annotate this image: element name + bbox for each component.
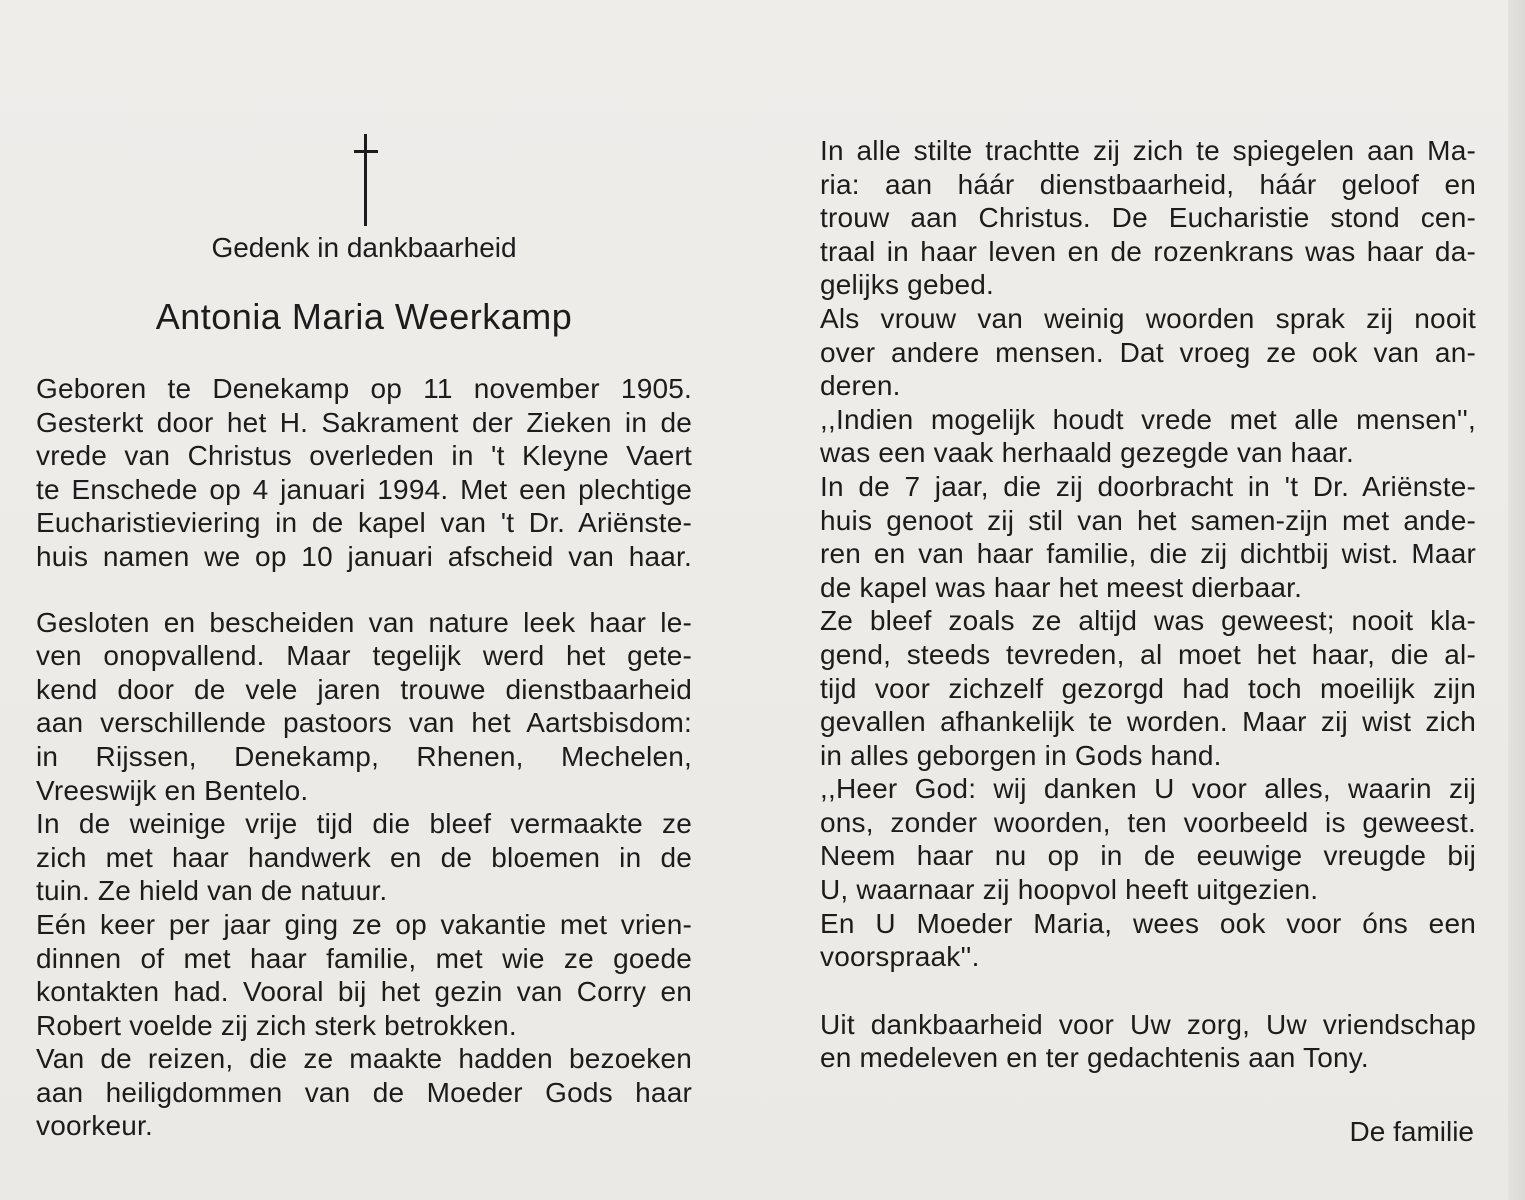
text-line: kontakten had. Vooral bij het gezin van Corry en <box>36 976 692 1008</box>
text-line: In alle stilte trachtte zij zich te spiegelen aan Ma- <box>820 135 1476 166</box>
text-line: de kapel was haar het meest dierbaar. <box>820 571 1303 603</box>
text-line: huis genoot zij stil van het samen-zijn met ande- <box>820 504 1476 536</box>
text-line: gevallen afhankelijk te worden. Maar zij wist zich <box>820 706 1476 738</box>
text-line: voorspraak''. <box>820 941 980 973</box>
text-line: ,,Heer God: wij danken U voor alles, waarin zij <box>820 773 1476 805</box>
text-line: aan verschillende pastoors van het Aartsbisdom: <box>36 707 692 739</box>
text-line: gelijks gebed. <box>820 269 995 301</box>
text-line: tijd voor zichzelf gezorgd had toch moeilijk zijn <box>820 672 1476 704</box>
text-line: was een vaak herhaald gezegde van haar. <box>820 437 1354 469</box>
text-line: ons, zonder woorden, ten voorbeeld is geweest. <box>820 806 1476 838</box>
text-line: En U Moeder Maria, wees ook voor óns een <box>820 907 1476 939</box>
spacer <box>36 574 692 606</box>
intro-text: Gedenk in dankbaarheid <box>211 232 517 263</box>
text-line: ren en van haar familie, die zij dichtbij wist. Maar <box>820 538 1476 570</box>
text-line: In de weinige vrije tijd die bleef vermaakte ze <box>36 808 692 840</box>
text-line: Geboren te Denekamp op 11 november 1905. <box>36 373 692 404</box>
text-line: te Enschede op 4 januari 1994. Met een plechtige <box>36 473 692 505</box>
text-line: gend, steeds tevreden, al moet het haar, die al- <box>820 638 1476 670</box>
text-line: deren. <box>820 370 901 402</box>
text-line: Vreeswijk en Bentelo. <box>36 774 309 806</box>
right-column <box>820 134 1476 1075</box>
text-line: ,,Indien mogelijk houdt vrede met alle mensen'', <box>820 403 1476 435</box>
spacer <box>820 974 1476 1008</box>
gratitude-paragraph <box>820 1008 1476 1075</box>
text-line: ria: aan háár dienstbaarheid, háár geloof en <box>820 168 1476 200</box>
card-edge <box>1508 0 1525 1200</box>
text-line: traal in haar leven en de rozenkrans was haar da- <box>820 235 1476 267</box>
text-line: over andere mensen. Dat vroeg ze ook van an- <box>820 336 1476 368</box>
text-line: in alles geborgen in Gods hand. <box>820 739 1222 771</box>
text-line: In de 7 jaar, die zij doorbracht in 't Dr. Ariënste- <box>820 470 1476 502</box>
text-line: Gesloten en bescheiden van nature leek haar le- <box>36 606 692 638</box>
text-line: trouw aan Christus. De Eucharistie stond cen- <box>820 202 1476 234</box>
text-line: Eucharistieviering in de kapel van 't Dr. Ariënste- <box>36 507 692 539</box>
life-paragraph <box>36 606 692 1144</box>
text-line: Uit dankbaarheid voor Uw zorg, Uw vriendschap <box>820 1008 1476 1040</box>
text-line: in Rijssen, Denekamp, Rhenen, Mechelen, <box>36 740 692 772</box>
text-line: huis namen we op 10 januari afscheid van haar. <box>36 540 692 572</box>
text-line: Robert voelde zij zich sterk betrokken. <box>36 1009 517 1041</box>
text-line: dinnen of met haar familie, met wie ze goede <box>36 942 692 974</box>
text-line: Neem haar nu op in de eeuwige vreugde bij <box>820 840 1476 872</box>
deceased-name: Antonia Maria Weerkamp <box>155 296 573 337</box>
text-line: Gesterkt door het H. Sakrament der Zieken in de <box>36 406 692 438</box>
left-column <box>36 372 692 1143</box>
family-signature: De familie <box>1349 1116 1474 1147</box>
text-line: vrede van Christus overleden in 't Kleyne Vaert <box>36 440 692 472</box>
text-line: Van de reizen, die ze maakte hadden bezoeken <box>36 1043 692 1075</box>
text-line: en medeleven en ter gedachtenis aan Tony. <box>820 1042 1369 1074</box>
text-line: Eén keer per jaar ging ze op vakantie met vrien- <box>36 908 692 940</box>
cross-icon <box>354 134 378 226</box>
text-line: U, waarnaar zij hoopvol heeft uitgezien. <box>820 874 1319 906</box>
text-line: Ze bleef zoals ze altijd was geweest; nooit kla- <box>820 605 1476 637</box>
text-line: Als vrouw van weinig woorden sprak zij nooit <box>820 302 1476 334</box>
text-line: tuin. Ze hield van de natuur. <box>36 875 388 907</box>
text-line: kend door de vele jaren trouwe dienstbaarheid <box>36 673 692 705</box>
birth-death-paragraph <box>36 372 692 574</box>
text-line: ven onopvallend. Maar tegelijk werd het gete- <box>36 640 692 672</box>
text-line: voorkeur. <box>36 1110 153 1142</box>
text-line: zich met haar handwerk en de bloemen in de <box>36 841 692 873</box>
text-line: aan heiligdommen van de Moeder Gods haar <box>36 1076 692 1108</box>
reflection-paragraph <box>820 134 1476 974</box>
